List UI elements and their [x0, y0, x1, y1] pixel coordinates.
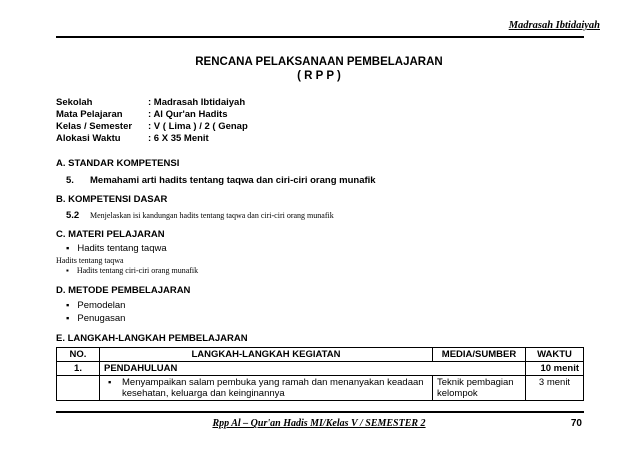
section-a-number: 5. [66, 175, 74, 186]
section-c-item2-text: Hadits tentang ciri-ciri orang munafik [76, 266, 199, 275]
section-d-item2 [66, 313, 125, 324]
page-subtitle: ( R P P ) [297, 70, 341, 82]
section-c-sub: Hadits tentang taqwa [56, 256, 124, 265]
info-row-class [56, 121, 456, 133]
info-key: Mata Pelajaran [56, 109, 123, 120]
section-b-number: 5.2 [66, 210, 80, 221]
section-d-item1 [66, 300, 125, 311]
info-value: : Madrasah Ibtidaiyah [148, 97, 246, 108]
col-no: NO. [57, 348, 100, 362]
header-rule [56, 36, 584, 38]
info-key: Alokasi Waktu [56, 133, 121, 144]
info-value: : V ( Lima ) / 2 ( Genap [148, 121, 248, 132]
table-row [57, 376, 584, 401]
header-school: Madrasah Ibtidaiyah [508, 20, 600, 31]
section-a-heading: A. STANDAR KOMPETENSI [56, 158, 180, 169]
cell-media: Teknik pembagian kelompok [433, 376, 526, 401]
section-c-item2 [66, 266, 198, 275]
section-c-item1 [66, 243, 167, 254]
info-value: : 6 X 35 Menit [148, 133, 209, 144]
col-media: MEDIA/SUMBER [433, 348, 526, 362]
section-b-heading: B. KOMPETENSI DASAR [56, 194, 168, 205]
cell-activity [100, 376, 433, 401]
section-a-text: Memahami arti hadits tentang taqwa dan ciri-ciri orang munafik [90, 175, 376, 186]
cell-empty [57, 376, 100, 401]
info-row-subject [56, 109, 456, 121]
activity-text: Menyampaikan salam pembuka yang ramah dan menanyakan keadaan kesehatan, keluarga dan keinginannya [122, 377, 424, 399]
footer-text: Rpp Al – Qur'an Hadis MI/Kelas V / SEMESTER 2 [212, 418, 426, 429]
info-key: Sekolah [56, 97, 93, 108]
cell-no: 1. [57, 362, 100, 376]
steps-table [56, 347, 584, 401]
section-d-item1-text: Pemodelan [77, 300, 126, 311]
section-e-heading: E. LANGKAH-LANGKAH PEMBELAJARAN [56, 333, 248, 344]
table-row [57, 362, 584, 376]
col-time: WAKTU [526, 348, 584, 362]
section-b-text: Menjelaskan isi kandungan hadits tentang taqwa dan ciri-ciri orang munafik [90, 211, 334, 220]
info-row-school [56, 97, 456, 109]
footer-rule [56, 411, 584, 413]
info-value: : Al Qur'an Hadits [148, 109, 228, 120]
table-header-row [57, 348, 584, 362]
cell-phase: PENDAHULUAN [100, 362, 526, 376]
col-steps: LANGKAH-LANGKAH KEGIATAN [100, 348, 433, 362]
page-title: RENCANA PELAKSANAAN PEMBELAJARAN [195, 56, 443, 68]
info-key: Kelas / Semester [56, 121, 133, 132]
cell-time: 10 menit [526, 362, 584, 376]
section-c-item1-text: Hadits tentang taqwa [77, 243, 167, 254]
info-row-time [56, 133, 456, 145]
cell-time: 3 menit [526, 376, 584, 401]
page-number: 70 [570, 418, 582, 429]
section-d-heading: D. METODE PEMBELAJARAN [56, 285, 191, 296]
bullet-icon: ▪ [108, 377, 112, 388]
section-d-item2-text: Penugasan [77, 313, 126, 324]
section-c-heading: C. MATERI PELAJARAN [56, 229, 165, 240]
